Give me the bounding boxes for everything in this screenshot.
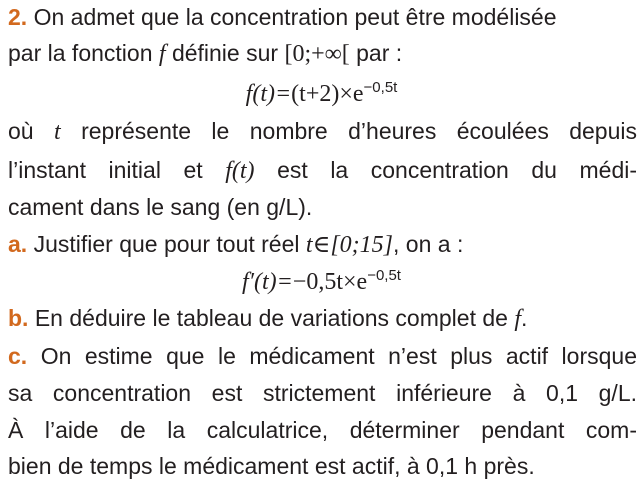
question-c-text-2: sa concentration est strictement inférieure à 0,1 g/L. (8, 380, 637, 406)
question-c-line-3 (8, 415, 637, 445)
domain-interval: [0;+∞[ (284, 41, 350, 67)
f-of-t: f(t) (225, 158, 255, 184)
question-b-line (8, 303, 637, 333)
derivative-lhs: f′(t)= (242, 269, 293, 295)
question-b-text: En déduire le tableau de variations complet de (34, 305, 508, 331)
intro-text-2a: par la fonction (8, 40, 153, 66)
definition-line-3 (8, 192, 637, 222)
question-a-line (8, 229, 637, 259)
function-name: f (158, 41, 166, 67)
intro-line-1 (8, 2, 637, 32)
intro-line-2 (8, 38, 637, 68)
question-a-text: Justifier que pour tout réel (33, 231, 300, 257)
definition-text-2a: l’instant initial et (8, 157, 203, 183)
definition-text-3: cament dans le sang (en g/L). (8, 194, 313, 220)
definition-line-2 (8, 155, 637, 185)
definition-text-2b: est la concentration du médi- (277, 157, 638, 183)
definition-text-1b: représente le nombre d’heures écoulées depuis (81, 118, 637, 144)
question-c-line-2 (8, 378, 637, 408)
formula-derivative (0, 266, 643, 296)
question-b-period: . (521, 305, 528, 331)
intro-text-2c: par : (356, 40, 403, 66)
question-a-text-end: , on a : (393, 231, 464, 257)
question-c-line-1 (8, 341, 637, 371)
definition-line-1 (8, 116, 637, 146)
question-b-label: b. (8, 305, 29, 331)
question-a-interval: t∈[0;15] (305, 232, 394, 258)
exercise-number: 2. (8, 4, 28, 30)
question-c-label: c. (8, 343, 28, 369)
formula-exponent: −0,5t (363, 79, 398, 96)
question-c-text-3: À l’aide de la calculatrice, déterminer pendant com- (8, 417, 637, 443)
derivative-rhs: −0,5t×e (292, 269, 368, 295)
intro-text-2b: définie sur (171, 40, 279, 66)
formula-lhs: f(t)= (245, 81, 292, 107)
question-c-text-4: bien de temps le médicament est actif, à 0,1 h près. (8, 453, 535, 479)
intro-text-1: On admet que la concentration peut être modélisée (33, 4, 557, 30)
formula-f (0, 78, 643, 108)
definition-text-1a: où (8, 118, 34, 144)
variable-t: t (54, 119, 61, 145)
derivative-exponent: −0,5t (367, 267, 401, 284)
question-b-function: f (514, 306, 521, 332)
formula-rhs: (t+2)×e (291, 81, 364, 107)
question-a-label: a. (8, 231, 28, 257)
question-c-text-1: On estime que le médicament n’est plus actif lorsque (40, 343, 637, 369)
question-c-line-4 (8, 451, 637, 481)
